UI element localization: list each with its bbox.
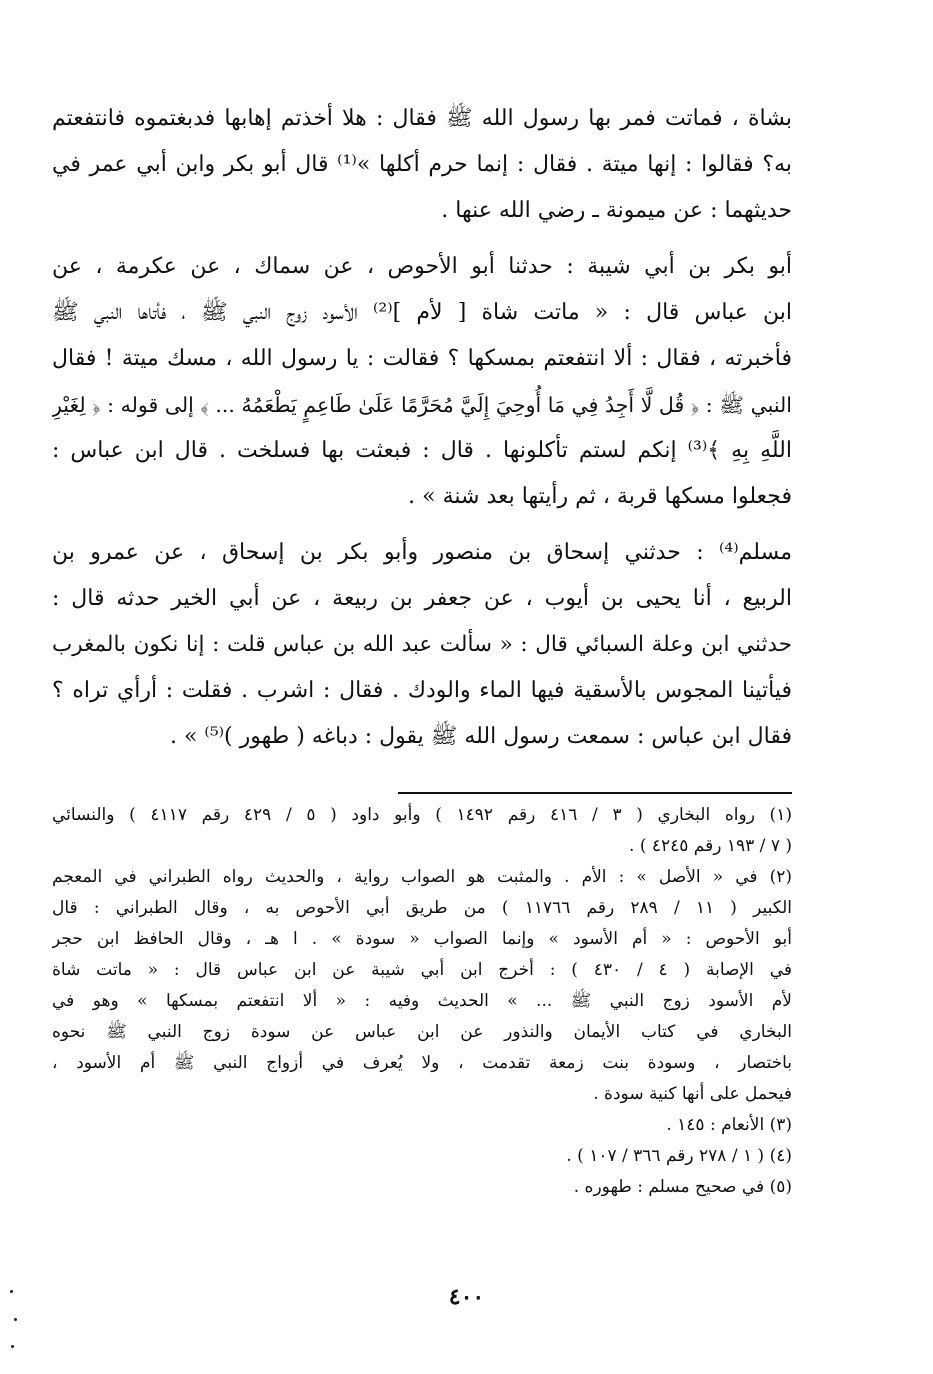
main-line: فقال ابن عباس : سمعت رسول الله ﷺ يقول : دباغه ( طهور )⁽⁵⁾ » . — [169, 724, 792, 749]
footnote-line: لأم الأسود زوج النبي ﷺ ... » الحديث وفيه : « ألا انتفعتم بمسكها » وهو في — [52, 991, 792, 1011]
main-line: به؟ فقالوا : إنها ميتة . فقال : إنما حرم أكلها »⁽¹⁾ قال أبو بكر وابن أبي عمر في — [52, 152, 792, 177]
paragraph-gap — [52, 234, 792, 244]
main-line: مسلم⁽⁴⁾ : حدثني إسحاق بن منصور وأبو بكر بن إسحاق ، عن عمرو بن — [52, 540, 792, 565]
main-line: ابن عباس قال : « ماتت شاة [ لأم ]⁽²⁾ الأسود زوج النبي ﷺ ، فأتاها النبي ﷺ — [52, 300, 792, 325]
footnote-separator — [398, 792, 792, 794]
main-line: الربيع ، أنا يحيى بن أيوب ، عن جعفر بن ربيعة ، عن أبي الخير حدثه قال : — [52, 586, 792, 611]
footnotes — [52, 800, 792, 1203]
footnote-line: أبو الأحوص : « أم الأسود » وإنما الصواب « سودة » . ا هـ ، وقال الحافظ ابن حجر — [52, 929, 792, 949]
footnote-line: فيحمل على أنها كنية سودة . — [593, 1084, 792, 1104]
scan-speck — [11, 1345, 14, 1348]
main-line: فيأتينا المجوس بالأسقية فيها الماء والودك . فقال : اشرب . فقلت : أرأي تراه ؟ — [52, 678, 792, 703]
main-line: حدثني ابن وعلة السبائي قال : « سألت عبد الله بن عباس قلت : إنا نكون بالمغرب — [52, 632, 792, 657]
footnote-line: ( ٧ / ١٩٣ رقم ٤٢٤٥ ) . — [629, 836, 792, 856]
footnote-line: (٤) ( ١ / ٢٧٨ رقم ٣٦٦ / ١٠٧ ) . — [566, 1146, 792, 1166]
footnote-line: البخاري في كتاب الأيمان والنذور عن ابن عباس عن سودة زوج النبي ﷺ نحوه — [52, 1022, 792, 1042]
page-number: ٤٠٠ — [448, 1284, 485, 1310]
scan-speck — [10, 1290, 13, 1293]
main-line: أبو بكر بن أبي شيبة : حدثنا أبو الأحوص ، عن سماك ، عن عكرمة ، عن — [52, 254, 792, 279]
footnote-line: (١) رواه البخاري ( ٣ / ٤١٦ رقم ١٤٩٢ ) وأبو داود ( ٥ / ٤٢٩ رقم ٤١١٧ ) والنسائي — [52, 805, 792, 825]
footnote-line: في الإصابة ( ٤ / ٤٣٠ ) : أخرج ابن أبي شيبة عن ابن عباس قال : « ماتت شاة — [52, 960, 792, 980]
footnote-line: باختصار ، وسودة بنت زمعة تقدمت ، ولا يُعرف في أزواج النبي ﷺ أم الأسود ، — [52, 1053, 792, 1073]
main-text — [52, 96, 792, 760]
main-line: فجعلوا مسكها قربة ، ثم رأيتها بعد شنة » . — [408, 484, 792, 509]
footnote-line: (٢) في « الأصل » : الأم . والمثبت هو الصواب رواية ، والحديث رواه الطبراني في المعجم — [52, 867, 792, 887]
paragraph-gap — [52, 520, 792, 530]
main-line: اللَّهِ بِهِ ﴾⁽³⁾ إنكم لستم تأكلونها . قال : فبعثت بها فسلخت . قال ابن عباس : — [52, 438, 792, 463]
main-line: النبي ﷺ : ﴿ قُل لَّا أَجِدُ فِي مَا أُوحِيَ إِلَيَّ مُحَرَّمًا عَلَىٰ طَاعِمٍ يَطْعَمُهُ ... ﴾ إلى قوله : ﴿ لِغَيْرِ — [52, 393, 792, 417]
main-line: حديثهما : عن ميمونة ـ رضي الله عنها . — [441, 198, 792, 223]
main-line: بشاة ، فماتت فمر بها رسول الله ﷺ فقال : هلا أخذتم إهابها فدبغتموه فانتفعتم — [52, 106, 792, 131]
footnote-line: الكبير ( ١١ / ٢٨٩ رقم ١١٧٦٦ ) من طريق أبي الأحوص به ، وقال الطبراني : قال — [52, 898, 792, 918]
footnote-line: (٣) الأنعام : ١٤٥ . — [666, 1115, 792, 1135]
main-line: فأخبرته ، فقال : ألا انتفعتم بمسكها ؟ فقالت : يا رسول الله ، مسك ميتة ! فقال — [52, 346, 792, 371]
scan-speck — [14, 1318, 17, 1321]
footnote-line: (٥) في صحيح مسلم : طهوره . — [573, 1177, 792, 1197]
